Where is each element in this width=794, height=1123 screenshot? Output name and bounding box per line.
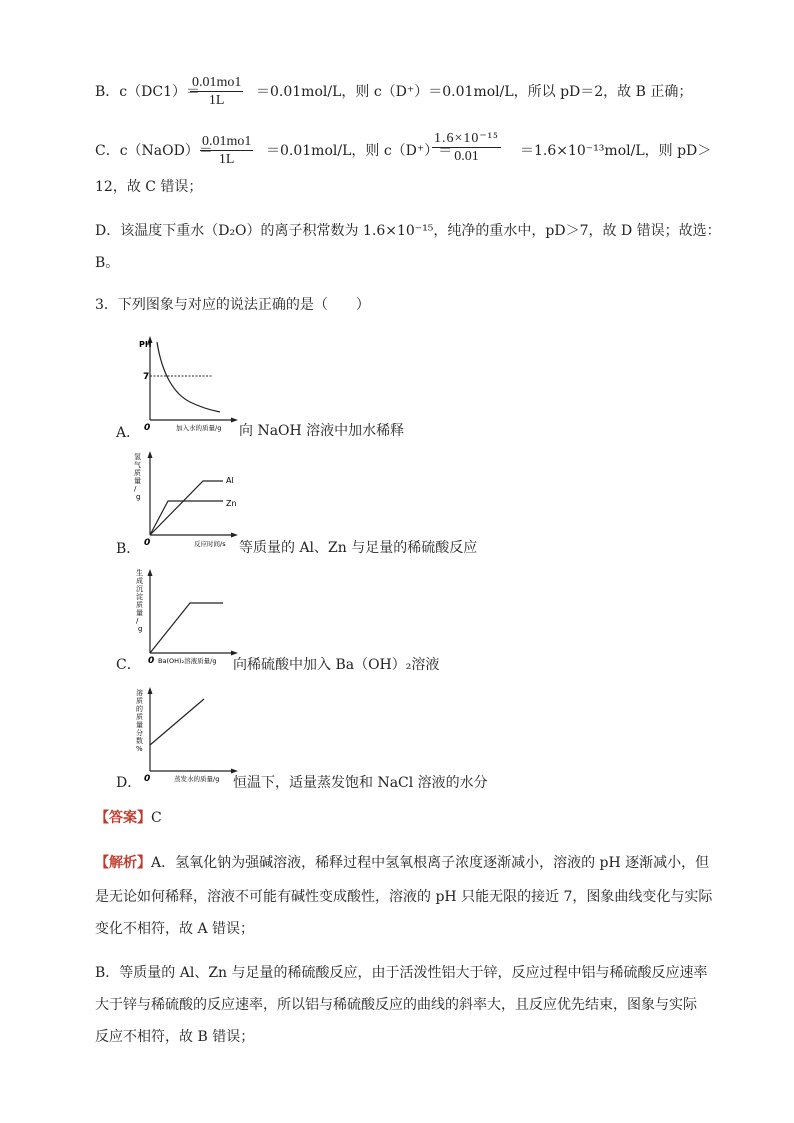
answer-value: C (151, 810, 162, 826)
analysis-text-3: 变化不相符，故 A 错误； (95, 921, 255, 937)
series-al-line (150, 481, 223, 535)
series-zn-line (150, 501, 223, 535)
x-axis-arrow (231, 418, 238, 423)
option-c-caption: 向稀硫酸中加入 Ba（OH）₂溶液 (233, 657, 440, 673)
line-c-prefix: C．c（NaOD）＝ (95, 143, 213, 159)
option-a-caption: 向 NaOH 溶液中加水稀释 (239, 423, 405, 439)
x-axis-arrow (231, 533, 238, 538)
option-c-chart (128, 565, 240, 668)
mass-fraction-line (150, 699, 204, 745)
answer-tag: 【答案】 (95, 810, 151, 826)
level-7-label: 7 (143, 372, 150, 382)
line-b-prefix: B．c（DC1）＝ (95, 84, 200, 100)
fraction-denominator: 1L (218, 152, 235, 167)
question-stem: 3．下列图象与对应的说法正确的是（ ） (95, 297, 370, 313)
y-axis-arrow (148, 451, 153, 458)
y-axis-label: 氢气质量/g (134, 453, 141, 501)
fraction-denominator: 1L (208, 93, 225, 108)
option-d-chart (128, 683, 240, 786)
answer-line (95, 811, 162, 825)
y-axis-label: 溶质的质量分数% (136, 689, 143, 753)
fraction-numerator: 0.01mo1 (192, 75, 242, 90)
line-d-text-1: D．该温度下重水（D₂O）的离子积常数为 1.6×10⁻¹⁵，纯净的重水中，pD＞7，故 D 错误；故选： (95, 223, 721, 239)
x-axis-label: 加入水的质量/g (176, 424, 222, 432)
fraction-numerator: 1.6×10⁻¹⁵ (434, 131, 499, 146)
analysis-text-5: 大于锌与稀硫酸的反应速率，所以铝与稀硫酸反应的曲线的斜率大，且反应优先结束，图象与实际 (95, 997, 697, 1013)
y-axis-label: PH (139, 340, 152, 349)
analysis-text-6: 反应不相符，故 B 错误； (95, 1029, 255, 1045)
origin-label: 0 (148, 656, 155, 666)
origin-label: 0 (144, 774, 151, 784)
option-d-label: D． (116, 775, 142, 791)
fraction-numerator: 0.01mo1 (202, 134, 252, 149)
line-c-fraction-1 (200, 133, 253, 168)
option-d-caption: 恒温下，适量蒸发饱和 NaCl 溶液的水分 (233, 775, 488, 791)
precipitate-line (150, 603, 223, 653)
analysis-tag: 【解析】 (95, 855, 151, 871)
ph-curve (157, 342, 220, 412)
line-c-suffix: ＝1.6×10⁻¹³mol/L，则 pD＞ (520, 143, 712, 159)
line-b-fraction (190, 74, 243, 109)
x-axis-label: 蒸发水的质量/g (174, 775, 220, 783)
x-axis-label: 反应时间/s (194, 540, 226, 548)
analysis-line-1 (95, 856, 709, 870)
series-zn-label: Zn (226, 499, 237, 508)
y-axis-arrow (148, 569, 153, 576)
y-axis-arrow (148, 687, 153, 694)
line-b-suffix: ＝0.01mol/L，则 c（D⁺）＝0.01mol/L，所以 pD＝2，故 B 正确； (256, 84, 693, 100)
x-axis-label: Ba(OH)₂溶液质量/g (158, 657, 217, 665)
analysis-text-1: A．氢氧化钠为强碱溶液，稀释过程中氢氧根离子浓度逐渐减小，溶液的 pH 逐渐减小，但 (151, 855, 710, 871)
analysis-text-2: 是无论如何稀释，溶液不可能有碱性变成酸性，溶液的 pH 只能无限的接近 7，图象曲线变化与实际 (95, 889, 713, 905)
option-a-chart (128, 332, 240, 434)
series-al-label: Al (226, 476, 234, 485)
fraction-denominator: 0.01 (454, 149, 479, 164)
option-a-label: A． (116, 425, 141, 441)
option-b-chart (128, 447, 240, 550)
line-c-continuation: 12，故 C 错误； (95, 179, 203, 195)
y-axis-label: 生成沉淀质量/g (136, 569, 143, 633)
option-b-label: B． (116, 541, 141, 557)
analysis-text-4: B．等质量的 Al、Zn 与足量的稀硫酸反应，由于活泼性铝大于锌，反应过程中铝与稀硫酸反应速率 (95, 965, 708, 981)
option-b-caption: 等质量的 Al、Zn 与足量的稀硫酸反应 (239, 540, 478, 556)
origin-label: 0 (144, 423, 151, 433)
line-d-text-2: B。 (95, 255, 120, 271)
line-c-fraction-2 (432, 130, 501, 165)
line-c-middle: ＝0.01mol/L，则 c（D⁺）＝ (266, 143, 453, 159)
origin-label: 0 (144, 538, 151, 548)
option-c-label: C． (116, 657, 141, 673)
